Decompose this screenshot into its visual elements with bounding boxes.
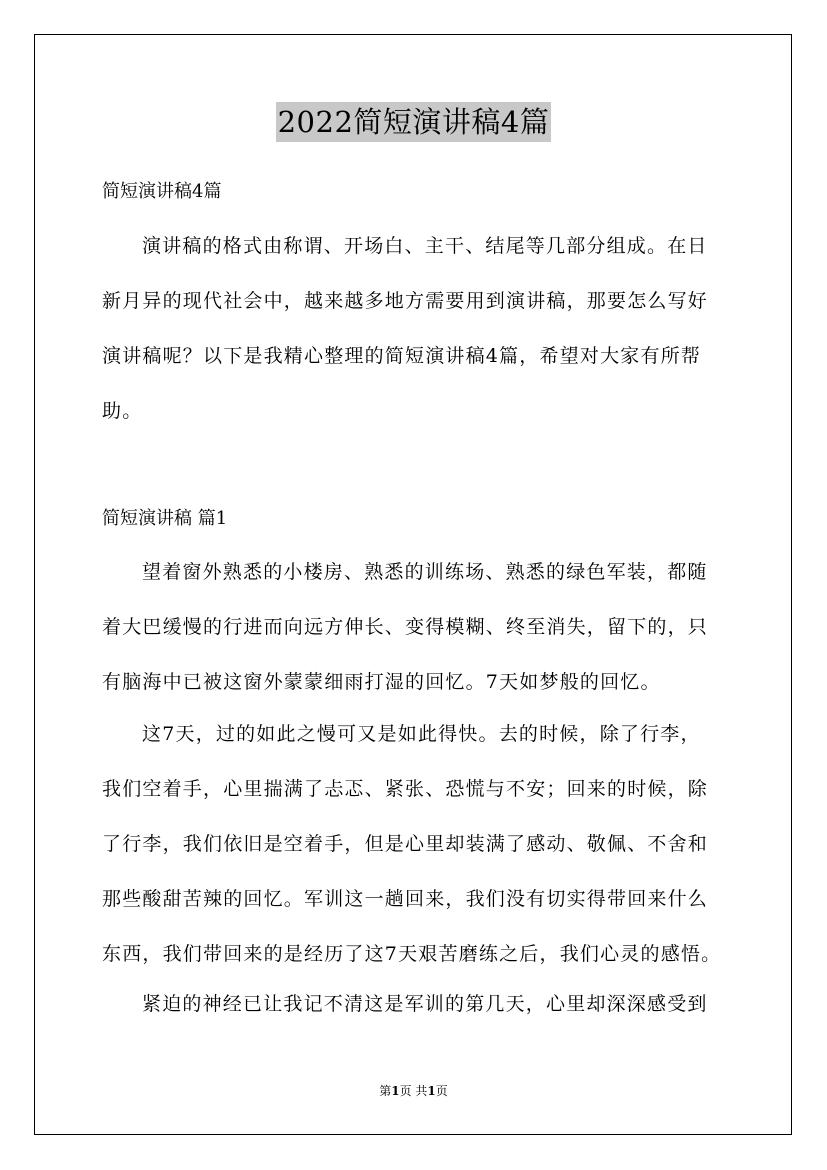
footer-page-total: 1 [427, 1084, 436, 1098]
paragraph-line: 望着窗外熟悉的小楼房、熟悉的训练场、熟悉的绿色军装，都随 [142, 561, 708, 583]
paragraph-line: 我们空着手，心里揣满了忐忑、紧张、恐慌与不安；回来的时候，除 [102, 778, 709, 800]
paragraph-line: 助。 [102, 400, 143, 422]
intro-paragraph [102, 219, 742, 439]
paragraph-line: 东西，我们带回来的是经历了这7天艰苦磨练之后，我们心灵的感悟。 [102, 943, 722, 965]
section1-paragraph-3 [102, 977, 742, 1032]
footer-prefix: 第 [379, 1084, 392, 1098]
intro-heading: 简短演讲稿4篇 [102, 181, 222, 202]
paragraph-line: 这7天，过的如此之慢可又是如此得快。去的时候，除了行李， [142, 723, 701, 745]
paragraph-line: 新月异的现代社会中，越来越多地方需要用到演讲稿，那要怎么写好 [102, 290, 709, 312]
paragraph-line: 演讲稿呢？以下是我精心整理的简短演讲稿4篇，希望对大家有所帮 [102, 345, 702, 367]
title-container [0, 102, 827, 142]
paragraph-line: 有脑海中已被这窗外蒙蒙细雨打湿的回忆。7天如梦般的回忆。 [102, 671, 661, 693]
footer-page-number: 1 [391, 1084, 400, 1098]
paragraph-line: 紧迫的神经已让我记不清这是军训的第几天，心里却深深感受到 [142, 993, 708, 1015]
footer-suffix: 页 [435, 1084, 448, 1098]
paragraph-line: 了行李，我们依旧是空着手，但是心里却装满了感动、敬佩、不舍和 [102, 833, 709, 855]
paragraph-line: 着大巴缓慢的行进而向远方伸长、变得模糊、终至消失，留下的，只 [102, 616, 709, 638]
section1-paragraph-2 [102, 707, 742, 982]
footer-mid: 页 共 [399, 1084, 428, 1098]
page-footer [0, 1081, 827, 1101]
document-title: 2022简短演讲稿4篇 [276, 102, 552, 142]
paragraph-line: 那些酸甜苦辣的回忆。军训这一趟回来，我们没有切实得带回来什么 [102, 888, 709, 910]
section1-heading: 简短演讲稿 篇1 [102, 508, 228, 529]
section1-paragraph-1 [102, 545, 742, 710]
paragraph-line: 演讲稿的格式由称谓、开场白、主干、结尾等几部分组成。在日 [142, 235, 708, 257]
